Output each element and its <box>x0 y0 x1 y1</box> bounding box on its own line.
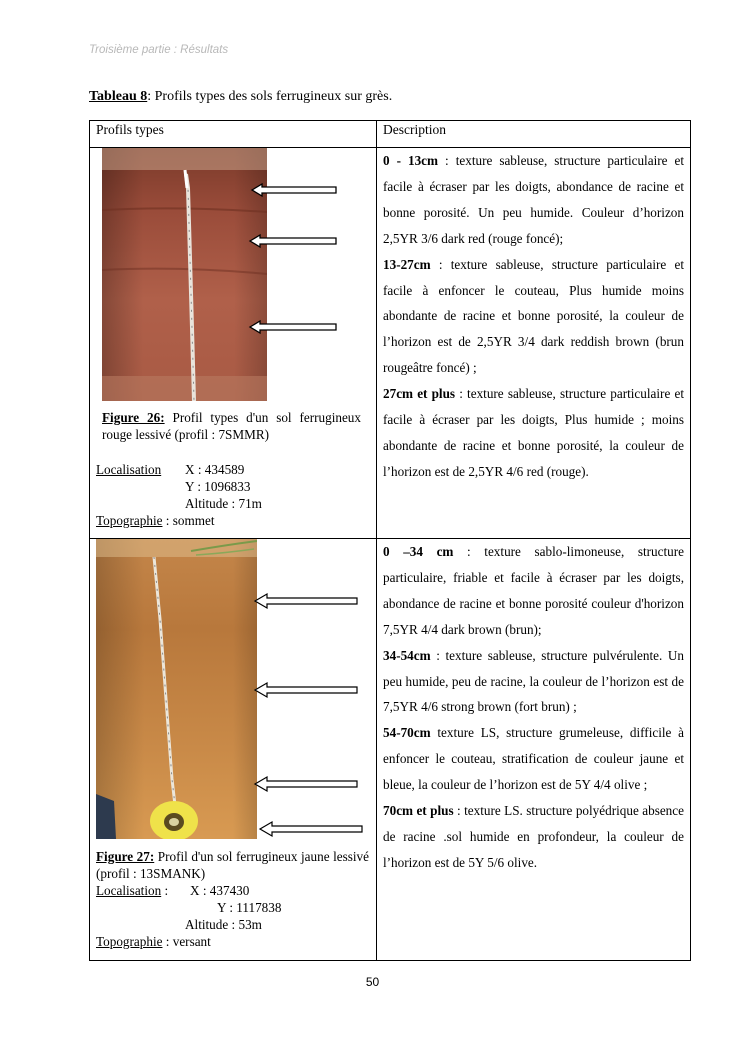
horizon-depth: 0 –34 cm <box>383 544 454 559</box>
horizon-arrow-1 <box>250 182 340 198</box>
horizon-depth: 34-54cm <box>383 647 431 663</box>
altitude: Altitude : 71m <box>185 496 262 511</box>
horizon-depth: 27cm et plus <box>383 386 456 402</box>
coord-x: X : 437430 <box>190 883 250 898</box>
coord-y: Y : 1096833 <box>185 479 251 494</box>
location-info-26 <box>96 461 366 529</box>
horizon-arrow-3 <box>253 775 359 793</box>
soil-profile-photo-yellow <box>96 539 257 839</box>
horizon-description <box>383 252 684 382</box>
horizon-depth: 54-70cm <box>383 725 431 741</box>
table-caption-text: : Profils types des sols ferrugineux sur grès. <box>147 89 393 104</box>
table-caption <box>89 89 392 105</box>
description-cell-27 <box>377 539 691 961</box>
location-info-27 <box>96 882 371 950</box>
figure-label: Figure 26: <box>102 410 165 425</box>
topographie-value: : versant <box>162 934 211 949</box>
horizon-text: : texture sablo-limoneuse, structure particulaire, friable et facile à écraser par les doigts, abondance de racine et bonne porosité couleur d'horizon 7,5YR 4/4 dark brown (brun); <box>383 544 684 637</box>
figure-label: Figure 27: <box>96 849 155 864</box>
horizon-arrow-1 <box>253 592 359 610</box>
page-number: 50 <box>365 975 380 989</box>
figure-text: Profil types d'un sol ferrugineux rouge lessivé (profil : 7SMMR) <box>102 410 361 442</box>
soil-profile-photo-red <box>102 148 267 401</box>
horizon-description <box>383 643 684 721</box>
horizon-arrow-4 <box>258 820 364 838</box>
horizon-depth: 13-27cm <box>383 256 431 272</box>
horizon-text: : texture sableuse, structure pulvérulente. Un peu humide, peu de racine, la couleur de l’horizon est de 7,5YR 4/6 strong brown (fort brun) ; <box>383 647 684 715</box>
horizon-arrow-3 <box>248 319 340 335</box>
horizon-depth: 70cm et plus <box>383 803 454 819</box>
localisation-label: Localisation <box>96 462 162 477</box>
running-head: Troisième partie : Résultats <box>89 44 229 56</box>
horizon-description <box>383 539 684 643</box>
altitude: Altitude : 53m <box>185 917 262 932</box>
table-caption-label: Tableau 8 <box>89 89 148 104</box>
description-cell-26 <box>377 148 691 539</box>
horizon-description <box>383 381 684 485</box>
horizon-description <box>383 148 684 252</box>
figure-caption-26 <box>102 410 361 443</box>
profiles-table <box>89 120 691 961</box>
horizon-arrow-2 <box>253 681 359 699</box>
horizon-text: : texture sableuse, structure particulaire et facile à écraser par les doigts, Plus humide ; moins abondante de racine et bonne porosité, la couleur de l’horizon est de 2,5YR 4/6 red (rouge). <box>383 386 684 479</box>
horizon-description <box>383 798 684 876</box>
horizon-arrow-2 <box>248 233 340 249</box>
horizon-text: : texture sableuse, structure particulaire et facile à écraser par les doigts, abondance de racine et bonne porosité. Un peu humide. Couleur d’horizon 2,5YR 3/6 dark red (rouge foncé); <box>383 153 684 246</box>
localisation-label: Localisation <box>96 883 162 898</box>
horizon-text: : texture sableuse, structure particulaire et facile à enfoncer le couteau, Plus humide moins abondante de racine et bonne porosité, la couleur de l’horizon est de 2,5YR 3/4 dark reddish brown (brun rougeâtre foncé) ; <box>383 256 684 376</box>
column-header-profiles: Profils types <box>90 121 377 148</box>
topographie-label: Topographie <box>96 513 163 528</box>
profile-cell-26 <box>90 148 377 539</box>
coord-x: X : 434589 <box>185 462 245 477</box>
coord-y: Y : 1117838 <box>217 900 282 915</box>
topographie-value: : sommet <box>162 513 215 528</box>
profile-cell-27 <box>90 539 377 961</box>
figure-text: Profil d'un sol ferrugineux jaune lessivé (profil : 13SMANK) <box>96 849 369 881</box>
horizon-text: : texture LS. structure polyédrique absence de racine .sol humide en profondeur, la couleur de l’horizon est de 5Y 5/6 olive. <box>383 803 684 870</box>
figure-caption-27 <box>96 849 369 882</box>
column-header-description: Description <box>377 121 691 148</box>
topographie-label: Topographie <box>96 934 163 949</box>
localisation-sep: : <box>161 883 169 898</box>
horizon-text: texture LS, structure grumeleuse, difficile à enfoncer le couteau, stratification de couleur jaune et bleue, la couleur de l’horizon est de 5Y 4/4 olive ; <box>383 725 684 793</box>
horizon-description <box>383 720 684 798</box>
horizon-depth: 0 - 13cm <box>383 153 439 168</box>
